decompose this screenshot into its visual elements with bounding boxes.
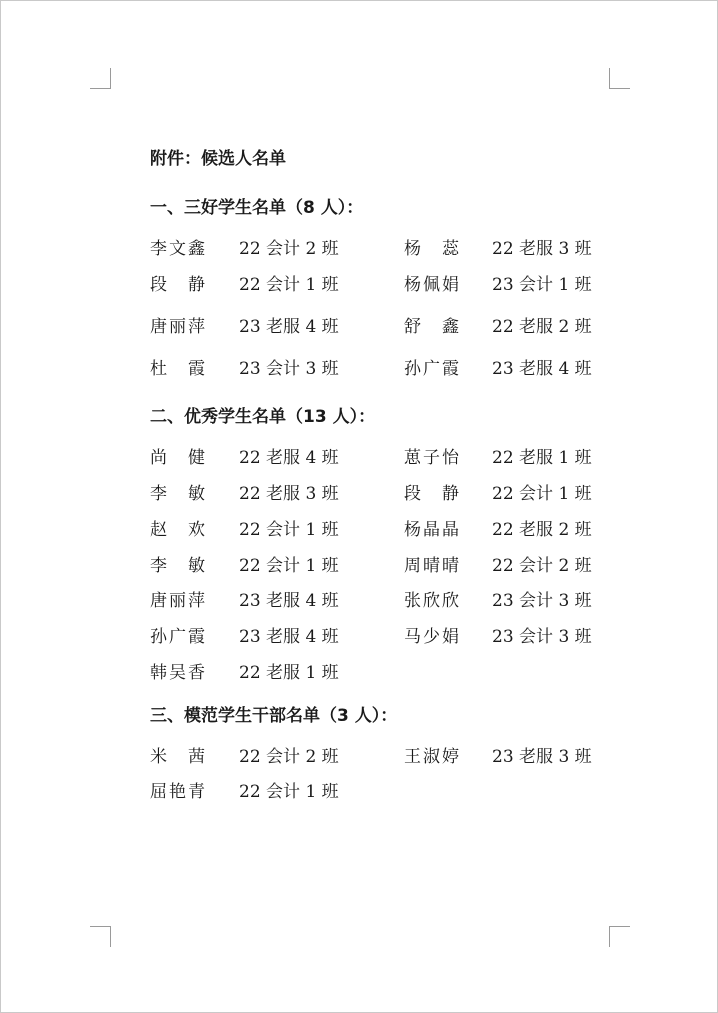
candidate-class: 22 老服 3 班 (239, 484, 339, 504)
candidate-class: 23 老服 3 班 (492, 747, 592, 767)
candidate-class: 22 会计 1 班 (239, 520, 339, 540)
candidate-row (150, 742, 610, 766)
candidate-class: 23 老服 4 班 (239, 317, 339, 337)
candidate-class: 22 会计 2 班 (492, 556, 592, 576)
candidate-name: 李 敏 (150, 484, 207, 504)
candidate-class: 22 老服 2 班 (492, 520, 592, 540)
candidate-class: 22 会计 1 班 (239, 782, 339, 802)
candidate-row (150, 354, 610, 378)
candidate-name: 赵 欢 (150, 520, 207, 540)
candidate-name: 张欣欣 (404, 591, 461, 611)
candidate-name: 李 敏 (150, 556, 207, 576)
candidate-name: 孙广霞 (150, 627, 207, 647)
candidate-class: 22 老服 1 班 (239, 663, 339, 683)
candidate-row (150, 234, 610, 258)
candidate-class: 23 会计 1 班 (492, 275, 592, 295)
candidate-name: 王淑婷 (404, 747, 461, 767)
candidate-row (150, 312, 610, 336)
candidate-class: 22 老服 4 班 (239, 448, 339, 468)
candidate-class: 22 老服 1 班 (492, 448, 592, 468)
candidate-name: 马少娟 (404, 627, 461, 647)
candidate-class: 23 会计 3 班 (492, 591, 592, 611)
document-title: 附件：候选人名单 (150, 149, 286, 169)
candidate-row (150, 658, 610, 682)
candidate-name: 杨 蕊 (404, 239, 461, 259)
candidate-name: 孙广霞 (404, 359, 461, 379)
candidate-name: 段 静 (404, 484, 461, 504)
crop-mark-top-left (90, 68, 111, 89)
candidate-name: 唐丽萍 (150, 591, 207, 611)
candidate-name: 屈艳青 (150, 782, 207, 802)
section-heading-2: 二、优秀学生名单（13 人）： (150, 407, 376, 427)
candidate-row (150, 270, 610, 294)
crop-mark-bottom-right (609, 926, 630, 947)
candidate-name: 周晴晴 (404, 556, 461, 576)
candidate-class: 23 老服 4 班 (239, 627, 339, 647)
candidate-row (150, 443, 610, 467)
candidate-name: 杜 霞 (150, 359, 207, 379)
candidate-name: 韩吴香 (150, 663, 207, 683)
section-heading-3: 三、模范学生干部名单（3 人）： (150, 706, 398, 726)
candidate-class: 22 会计 2 班 (239, 239, 339, 259)
candidate-class: 22 会计 2 班 (239, 747, 339, 767)
candidate-class: 23 老服 4 班 (239, 591, 339, 611)
candidate-row (150, 479, 610, 503)
candidate-name: 李文鑫 (150, 239, 207, 259)
crop-mark-top-right (609, 68, 630, 89)
candidate-name: 米 茜 (150, 747, 207, 767)
candidate-class: 22 会计 1 班 (239, 556, 339, 576)
candidate-row (150, 551, 610, 575)
candidate-row (150, 515, 610, 539)
candidate-row (150, 777, 610, 801)
candidate-class: 22 会计 1 班 (239, 275, 339, 295)
candidate-class: 23 会计 3 班 (492, 627, 592, 647)
candidate-class: 22 老服 3 班 (492, 239, 592, 259)
section-heading-1: 一、三好学生名单（8 人）： (150, 198, 364, 218)
candidate-class: 22 会计 1 班 (492, 484, 592, 504)
candidate-row (150, 586, 610, 610)
candidate-name: 杨晶晶 (404, 520, 461, 540)
candidate-name: 葸子怡 (404, 448, 461, 468)
candidate-class: 22 老服 2 班 (492, 317, 592, 337)
candidate-class: 23 老服 4 班 (492, 359, 592, 379)
candidate-row (150, 622, 610, 646)
candidate-class: 23 会计 3 班 (239, 359, 339, 379)
candidate-name: 舒 鑫 (404, 317, 461, 337)
crop-mark-bottom-left (90, 926, 111, 947)
candidate-name: 杨佩娟 (404, 275, 461, 295)
candidate-name: 尚 健 (150, 448, 207, 468)
candidate-name: 唐丽萍 (150, 317, 207, 337)
candidate-name: 段 静 (150, 275, 207, 295)
